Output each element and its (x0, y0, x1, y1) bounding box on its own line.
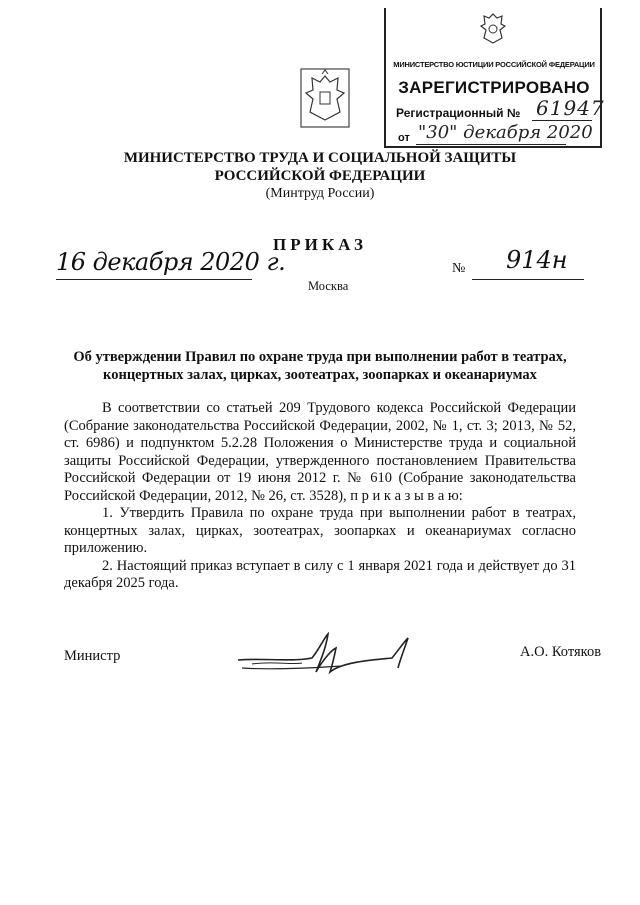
body-paragraph-item-2: 2. Настоящий приказ вступает в силу с 1 января 2021 года и действует до 31 декабря 2025 года. (64, 557, 576, 591)
stamp-reg-number: 61947 (536, 96, 605, 120)
order-number: 914н (506, 246, 568, 274)
coat-of-arms-icon (300, 68, 350, 128)
order-title: ПРИКАЗ (273, 235, 367, 254)
order-date: 16 декабря 2020 г. (56, 248, 286, 276)
stamp-from-date: "30" декабря 2020 (418, 122, 593, 143)
stamp-from-label: от (398, 132, 410, 144)
order-number-underline (472, 279, 584, 280)
body-paragraph-preamble: В соответствии со статьей 209 Трудового кодекса Российской Федерации (Собрание законодательства Российской Федерации, 2002, № 1, ст. 3; 2013, № 52, ст. 6986) и подпунктом 5.2.28 Положения о Министерстве труда и социальной защиты Российской Федерации, утвержденного постановлением Правительства Российской Федерации от 19 июня 2012 г. № 610 (Собрание законодательства Российской Федерации, 2012, № 26, ст. 3528), п р и к а з ы в а ю: (64, 400, 576, 504)
order-number-sign: № (452, 261, 466, 276)
order-subject: Об утверждении Правил по охране труда при выполнении работ в театрах, концертных залах, цирках, зоотеатрах, зоопарках и океанариумах (73, 349, 567, 383)
ministry-title-line2: РОССИЙСКОЙ ФЕДЕРАЦИИ (214, 168, 426, 184)
signatory-name: А.О. Котяков (520, 644, 602, 660)
stamp-number-underline (532, 120, 592, 121)
stamp-registered: ЗАРЕГИСТРИРОВАНО (398, 78, 590, 97)
ministry-title-line1: МИНИСТЕРСТВО ТРУДА И СОЦИАЛЬНОЙ ЗАЩИТЫ (123, 150, 517, 166)
stamp-date-underline (416, 144, 566, 145)
registration-stamp (384, 8, 605, 148)
order-body (64, 400, 576, 593)
stamp-ministry: МИНИСТЕРСТВО ЮСТИЦИИ РОССИЙСКОЙ ФЕДЕРАЦИИ (393, 60, 595, 69)
signatory-position: Министр (64, 648, 121, 664)
handwritten-signature (232, 628, 422, 682)
body-paragraph-item-1: 1. Утвердить Правила по охране труда при выполнении работ в театрах, концертных залах, цирках, зоотеатрах, зоопарках и океанариумах согласно приложению. (64, 505, 576, 556)
order-date-underline (56, 279, 252, 280)
stamp-emblem-icon (480, 12, 506, 46)
stamp-reg-label: Регистрационный № (396, 106, 521, 120)
ministry-short-name: (Минтруд России) (265, 186, 375, 201)
order-city: Москва (308, 279, 349, 293)
